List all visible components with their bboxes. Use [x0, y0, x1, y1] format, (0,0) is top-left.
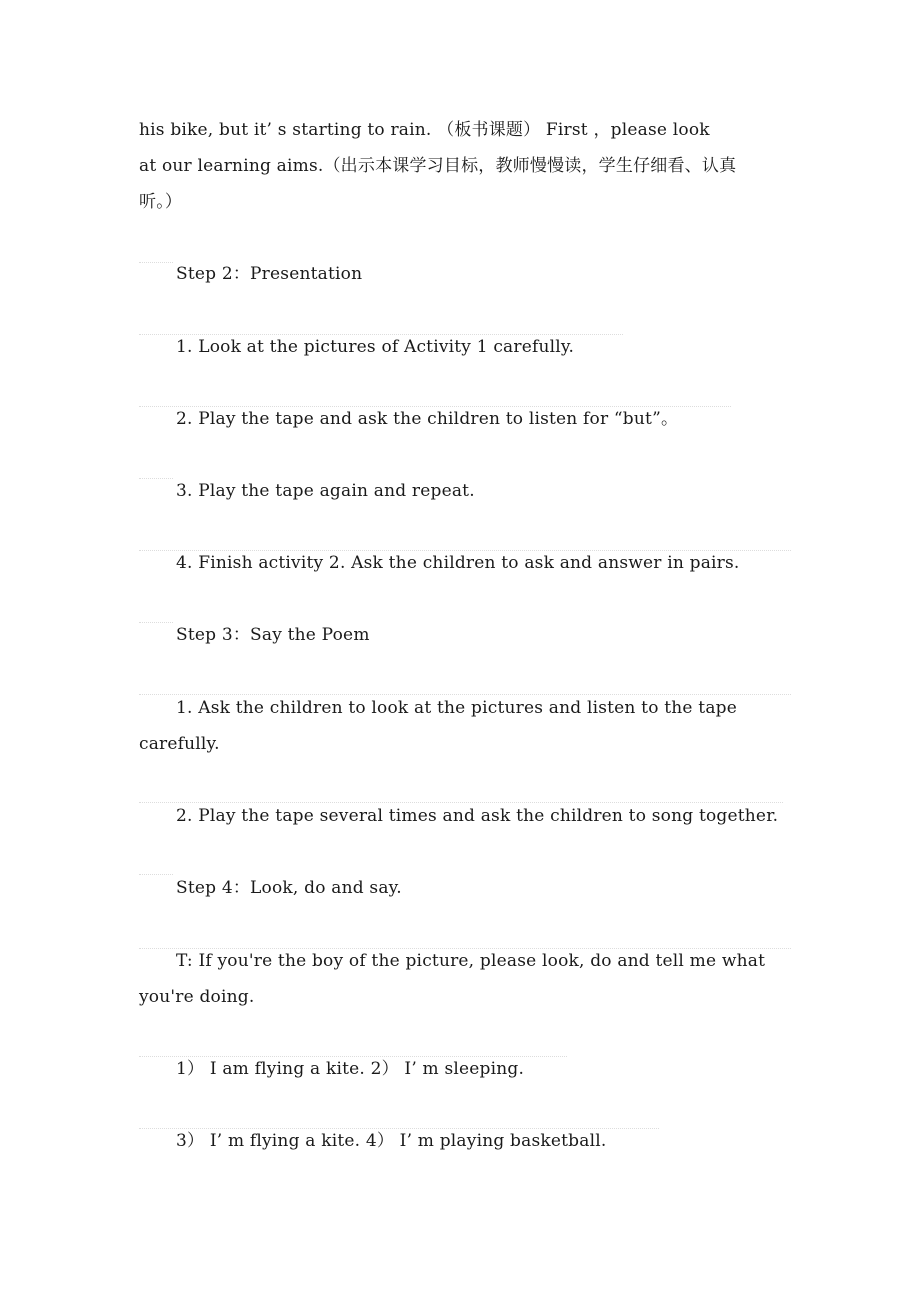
- dialogue-line: T: If you're the boy of the picture, please look, do and tell me what: [176, 951, 766, 971]
- list-item: 2. Play the tape and ask the children to listen for “but”。: [176, 409, 679, 429]
- paragraph-line: 听。）: [139, 192, 183, 212]
- paragraph-line: at our learning aims.（出示本课学习目标，教师慢慢读，学生仔细看、认真: [139, 156, 737, 176]
- list-item: 4. Finish activity 2. Ask the children to ask and answer in pairs.: [176, 553, 740, 573]
- indent-marker: [139, 622, 173, 623]
- indent-marker: [139, 478, 173, 479]
- indent-marker: [139, 874, 173, 875]
- list-item: 1. Ask the children to look at the pictures and listen to the tape: [176, 698, 738, 718]
- list-item: 2. Play the tape several times and ask the children to song together.: [176, 806, 779, 826]
- paragraph-line: his bike, but it’ s starting to rain. （板书课题） First ，please look: [139, 120, 710, 140]
- list-item: 1. Look at the pictures of Activity 1 carefully.: [176, 337, 575, 357]
- answer-line: 3） I’ m flying a kite. 4） I’ m playing basketball.: [176, 1131, 607, 1151]
- answer-line: 1） I am flying a kite. 2） I’ m sleeping.: [176, 1059, 525, 1079]
- step-heading: Step 4：Look, do and say.: [176, 878, 402, 898]
- step-heading: Step 3：Say the Poem: [176, 625, 370, 645]
- list-item-continuation: carefully.: [139, 734, 220, 754]
- indent-marker: [139, 262, 173, 263]
- list-item: 3. Play the tape again and repeat.: [176, 481, 475, 501]
- step-heading: Step 2：Presentation: [176, 264, 363, 284]
- dialogue-continuation: you're doing.: [139, 987, 255, 1007]
